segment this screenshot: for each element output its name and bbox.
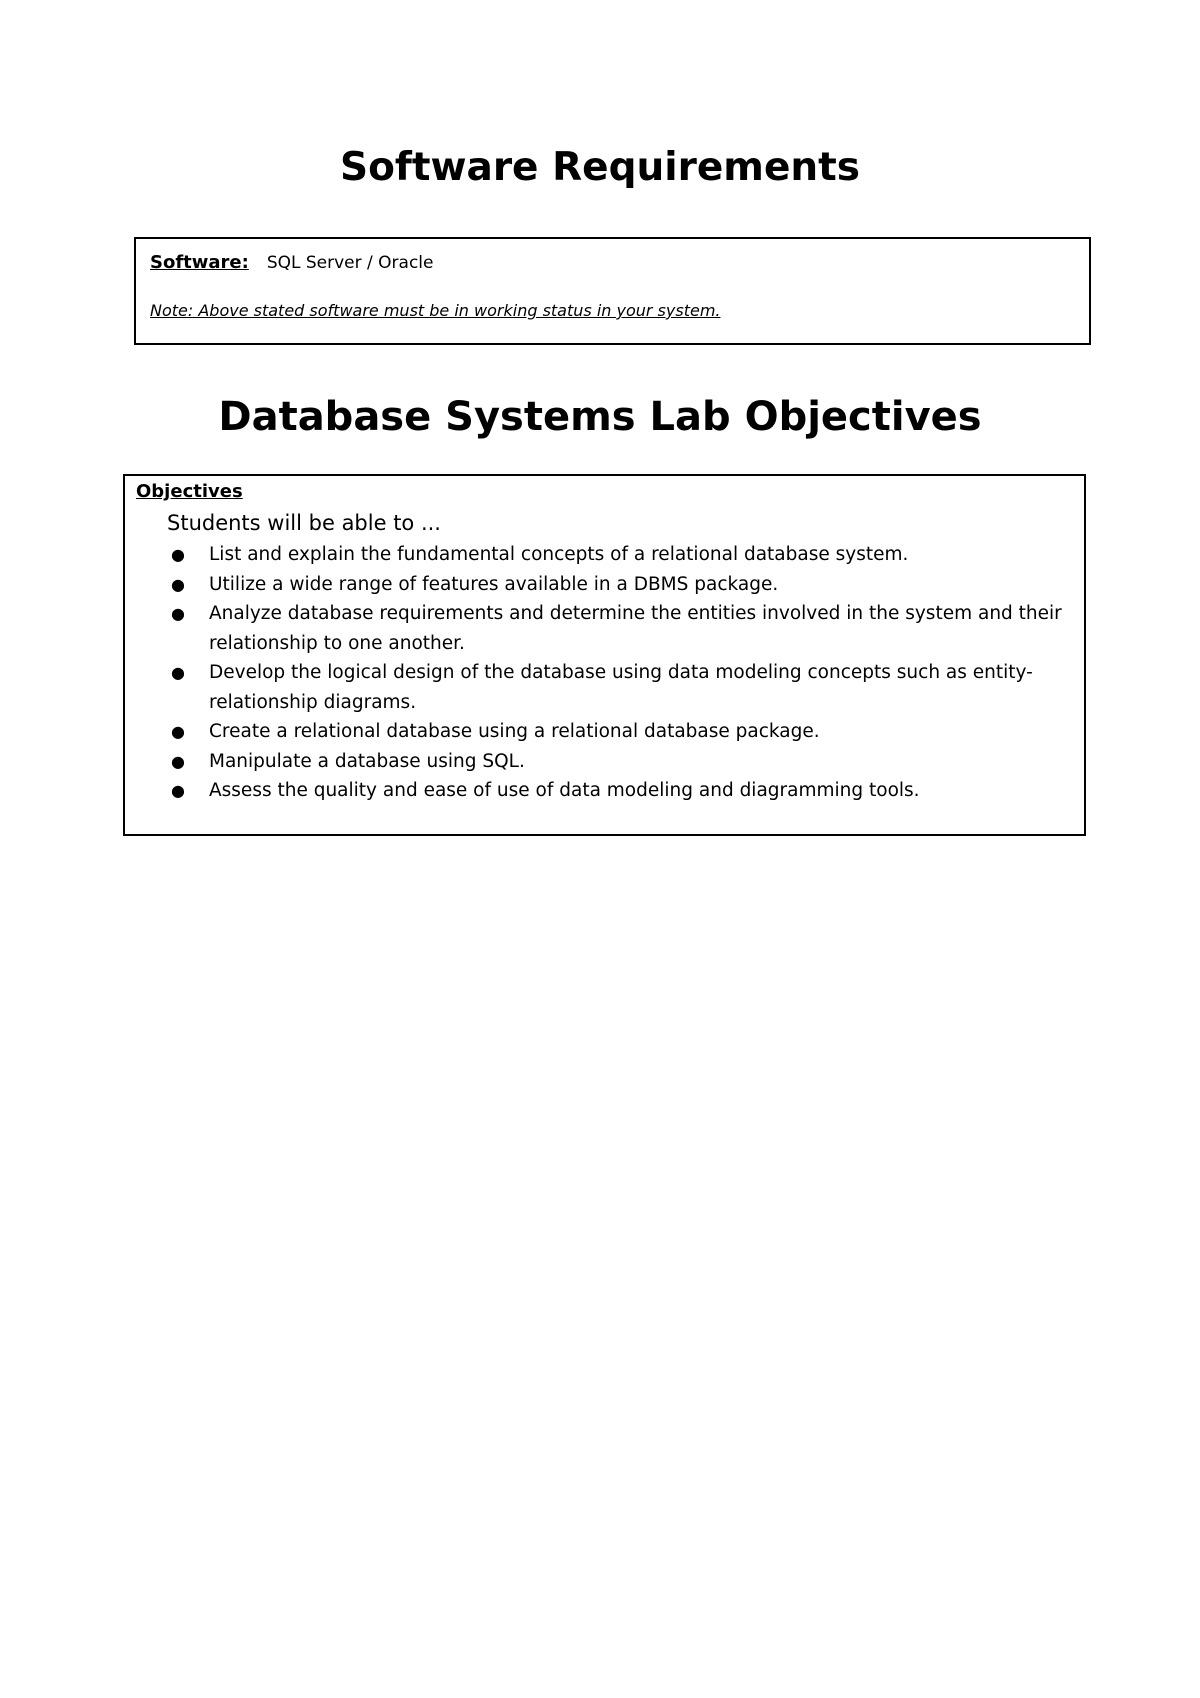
objective-text: Analyze database requirements and determine the entities involved in the system and their relationship to one another. xyxy=(209,603,1062,654)
software-label: Software: xyxy=(150,252,249,273)
bullet-icon: ● xyxy=(171,545,185,564)
list-item xyxy=(167,658,1072,717)
bullet-icon: ● xyxy=(171,663,185,682)
objective-text: Develop the logical design of the database using data modeling concepts such as entity-relationship diagrams. xyxy=(209,662,1033,713)
list-item xyxy=(167,747,1072,777)
software-value: SQL Server / Oracle xyxy=(266,253,434,273)
list-item xyxy=(167,776,1072,806)
list-item xyxy=(167,570,1072,600)
bullet-icon: ● xyxy=(171,574,185,594)
software-row xyxy=(150,252,433,273)
objectives-box xyxy=(123,474,1086,836)
bullet-icon: ● xyxy=(171,781,185,800)
objective-text: Create a relational database using a relational database package. xyxy=(209,721,820,742)
objective-text: Utilize a wide range of features available in a DBMS package. xyxy=(209,573,779,595)
software-requirements-heading: Software Requirements xyxy=(339,145,861,190)
list-item xyxy=(167,540,1072,570)
objectives-list xyxy=(167,540,1072,806)
objectives-intro: Students will be able to ... xyxy=(167,511,441,535)
software-note: Note: Above stated software must be in working status in your system. xyxy=(150,301,721,320)
software-box xyxy=(134,237,1091,345)
objective-text: Assess the quality and ease of use of data modeling and diagramming tools. xyxy=(209,780,920,801)
objective-text: List and explain the fundamental concepts of a relational database system. xyxy=(209,544,909,565)
bullet-icon: ● xyxy=(171,722,185,741)
bullet-icon: ● xyxy=(171,604,185,623)
objective-text: Manipulate a database using SQL. xyxy=(209,750,525,772)
lab-objectives-heading: Database Systems Lab Objectives xyxy=(218,394,982,440)
objectives-label: Objectives xyxy=(136,481,243,502)
list-item xyxy=(167,717,1072,747)
bullet-icon: ● xyxy=(171,751,185,771)
list-item xyxy=(167,599,1072,658)
